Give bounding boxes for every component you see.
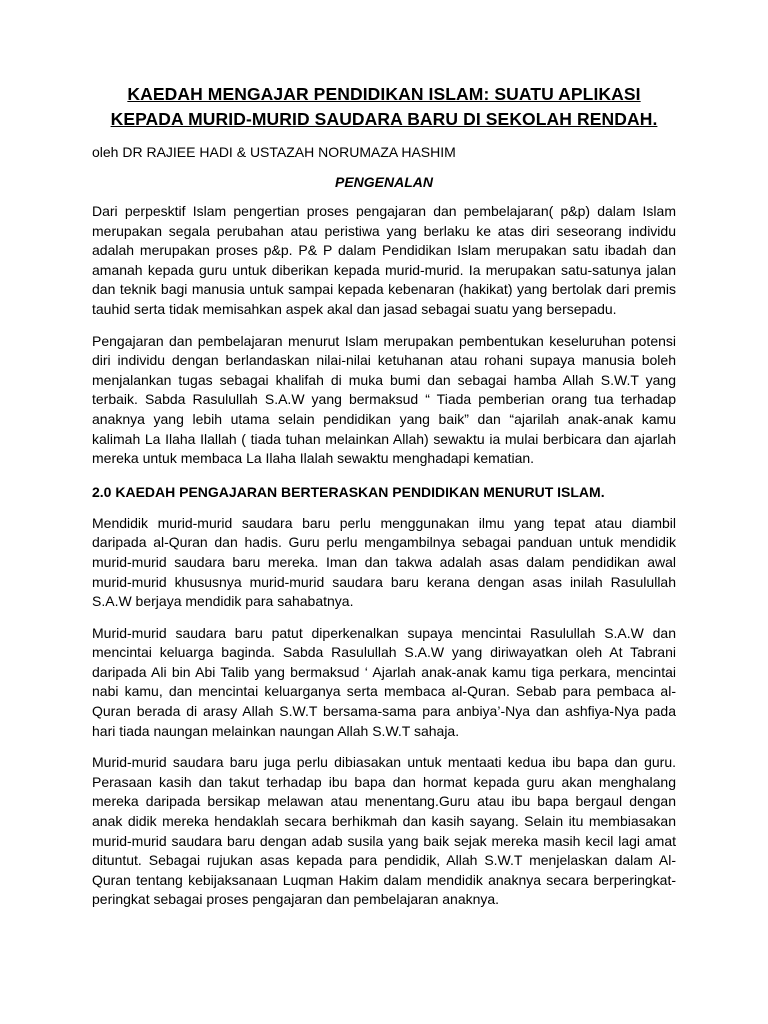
section-2-paragraph-2: Murid-murid saudara baru patut diperkenalkan supaya mencintai Rasulullah S.A.W dan mencintai keluarga baginda. Sabda Rasulullah S.A.W yang diriwayatkan oleh At Tabrani daripada Ali bin Abi Talib yang bermaksud ‘ Ajarlah anak-anak kamu tiga perkara, mencintai nabi kamu, dan mencintai keluarganya serta membaca al-Quran. Sebab para pembaca al-Quran berada di arasy Allah S.W.T bersama-sama para anbiya’-Nya dan ashfiya-Nya pada hari tiada naungan melainkan naungan Allah S.W.T sahaja. — [92, 624, 676, 739]
section-2-paragraph-3: Murid-murid saudara baru juga perlu dibiasakan untuk mentaati kedua ibu bapa dan guru. Perasaan kasih dan takut terhadap ibu bapa dan hormat kepada guru akan menghalang mereka daripada bersikap melawan atau menentang.Guru atau ibu bapa bergaul dengan anak didik mereka hendaklah secara berhikmah dan kasih sayang. Selain itu membiasakan murid-murid saudara baru dengan adab susila yang baik sejak mereka masih kecil lagi amat dituntut. Sebagai rujukan asas kepada para pendidik, Allah S.W.T menjelaskan dalam Al-Quran tentang kebijaksanaan Luqman Hakim dalam mendidik anaknya secara berperingkat-peringkat sebagai proses pengajaran dan pembelajaran anaknya. — [92, 754, 676, 908]
section-2-paragraph-1: Mendidik murid-murid saudara baru perlu menggunakan ilmu yang tepat atau diambil daripada al-Quran dan hadis. Guru perlu mengambilnya sebagai panduan untuk mendidik murid-murid saudara baru mereka. Iman dan takwa adalah asas dalam pendidikan awal murid-murid khususnya murid-murid saudara baru kerana dengan asas inilah Rasulullah S.A.W berjaya mendidik para sahabatnya. — [92, 514, 676, 610]
intro-paragraph-2: Pengajaran dan pembelajaran menurut Islam merupakan pembentukan keseluruhan potensi diri individu dengan berlandaskan nilai-nilai ketuhanan atau rohani supaya manusia boleh menjalankan tugas sebagai khalifah di muka bumi dan sebagai hamba Allah S.W.T yang terbaik. Sabda Rasulullah S.A.W yang bermaksud “ Tiada pemberian orang tua terhadap anaknya yang lebih utama selain pendidikan yang baik” dan “ajarilah anak-anak kamu kalimah La Ilaha Ilallah ( tiada tuhan melainkan Allah) sewaktu ia mulai berbicara dan ajarlah mereka untuk membaca La Ilaha Ilalah sewaktu menghadapi kematian. — [92, 332, 676, 467]
document-page — [92, 82, 676, 910]
document-title — [92, 82, 676, 132]
intro-paragraph-1: Dari perpesktif Islam pengertian proses pengajaran dan pembelajaran( p&p) dalam Islam merupakan segala perubahan atau peristiwa yang berlaku ke atas diri seseorang individu adalah merupakan proses p&p. P& P dalam Pendidikan Islam merupakan satu ibadah dan amanah kepada guru untuk diberikan kepada murid-murid. Ia merupakan satu-satunya jalan dan teknik bagi manusia untuk sampai kepada kebenaran (hakikat) yang bertolak dari premis tauhid serta tidak memisahkan aspek akal dan jasad sebagai suatu yang bersepadu. — [92, 203, 676, 317]
author-byline: oleh DR RAJIEE HADI & USTAZAH NORUMAZA HASHIM — [92, 144, 456, 160]
title-line-1: KAEDAH MENGAJAR PENDIDIKAN ISLAM: SUATU APLIKASI — [127, 84, 641, 104]
title-line-2: KEPADA MURID-MURID SAUDARA BARU DI SEKOLAH RENDAH. — [110, 109, 658, 129]
section-heading-pengenalan: PENGENALAN — [334, 174, 433, 190]
section-2-heading: 2.0 KAEDAH PENGAJARAN BERTERASKAN PENDIDIKAN MENURUT ISLAM. — [92, 483, 605, 500]
